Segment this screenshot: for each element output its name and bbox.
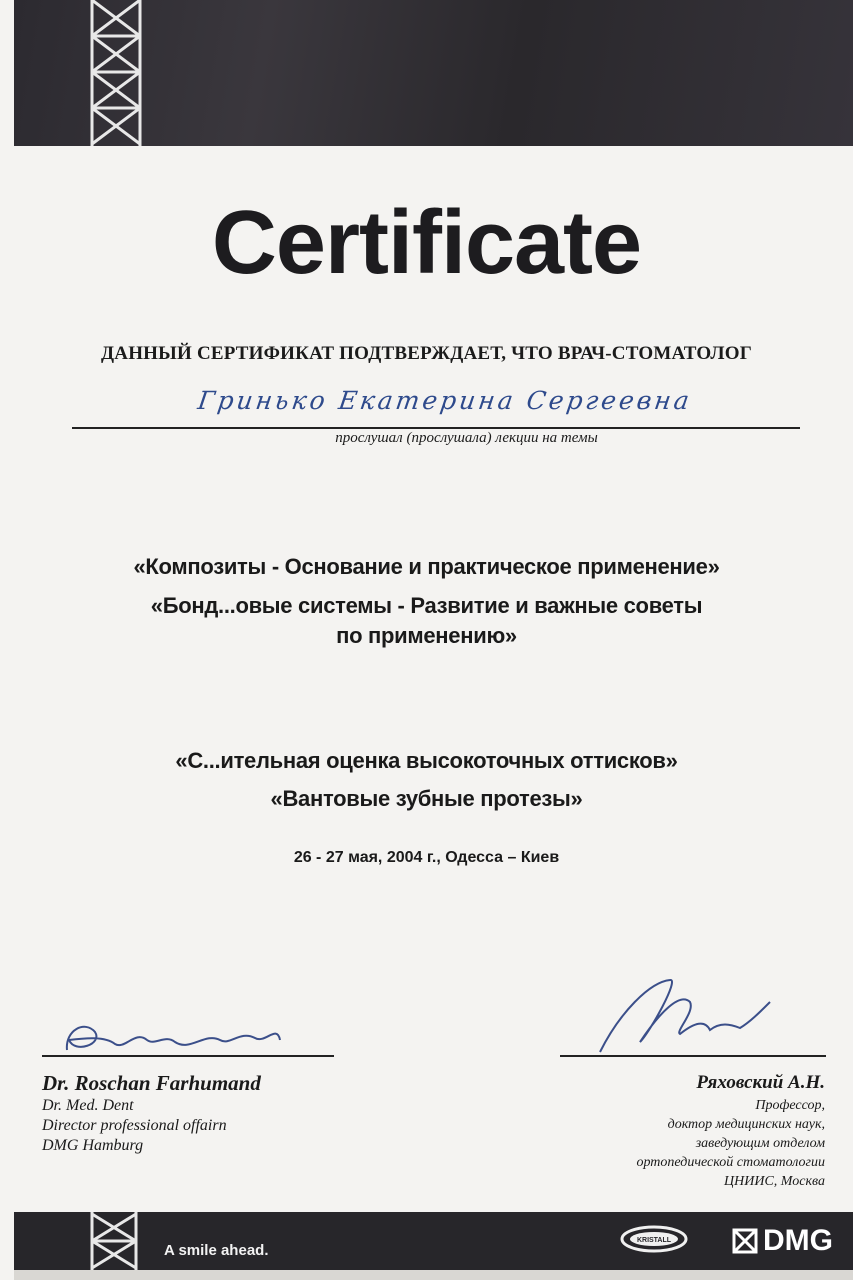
dmg-mark-icon — [732, 1228, 758, 1254]
name-underline — [72, 427, 800, 429]
signature-line-right — [560, 1055, 826, 1057]
certificate-title: Certificate — [211, 193, 642, 293]
dmg-logo-text: DMG — [763, 1224, 833, 1257]
signer-left-title: Dr. Med. Dent — [42, 1097, 134, 1114]
listened-lectures-caption: прослушал (прослушала) лекции на темы — [335, 430, 598, 446]
lecture-title: «Бонд...овые системы - Развитие и важные советы — [150, 593, 703, 618]
signer-right-title: Профессор, — [755, 1098, 825, 1113]
signer-right-title: заведующим отделом — [695, 1136, 825, 1151]
signature-right — [580, 972, 780, 1062]
kristall-logo — [619, 1224, 689, 1254]
svg-text:KRISTALL: KRISTALL — [636, 1237, 672, 1244]
lecture-title: по применению» — [336, 623, 517, 648]
confirmation-statement: ДАННЫЙ СЕРТИФИКАТ ПОДТВЕРЖДАЕТ, ЧТО ВРАЧ-СТОМАТОЛОГ — [101, 343, 752, 364]
signer-right-title: ЦНИИС, Москва — [724, 1174, 825, 1189]
signer-left-title: Director professional offairn — [42, 1117, 227, 1134]
lecture-title: «Вантовые зубные протезы» — [270, 786, 583, 811]
top-decorative-band — [14, 0, 853, 146]
bottom-edge-strip — [14, 1270, 853, 1280]
recipient-name-handwritten: Гринько Екатерина Сергеевна — [196, 386, 694, 415]
signer-right-name: Ряховский А.Н. — [696, 1072, 825, 1093]
bottom-brand-band — [14, 1212, 853, 1270]
lattice-tower-icon — [86, 0, 146, 146]
dmg-logo — [732, 1224, 833, 1258]
signer-right-title: ортопедической стоматологии — [636, 1155, 825, 1170]
signature-line-left — [42, 1055, 334, 1057]
signer-left-name: Dr. Roschan Farhumand — [42, 1071, 261, 1095]
lecture-title: «С...ительная оценка высокоточных оттисков» — [175, 748, 678, 773]
signer-left-block — [42, 1070, 362, 1156]
signer-right-block — [495, 1070, 825, 1191]
lecture-title: «Композиты - Основание и практическое применение» — [133, 554, 720, 579]
brand-slogan: A smile ahead. — [164, 1242, 269, 1259]
lattice-tower-icon — [86, 1212, 142, 1270]
signer-left-title: DMG Hamburg — [42, 1137, 144, 1154]
signer-right-title: доктор медицинских наук, — [667, 1117, 825, 1132]
event-dates: 26 - 27 мая, 2004 г., Одесса – Киев — [293, 849, 560, 866]
